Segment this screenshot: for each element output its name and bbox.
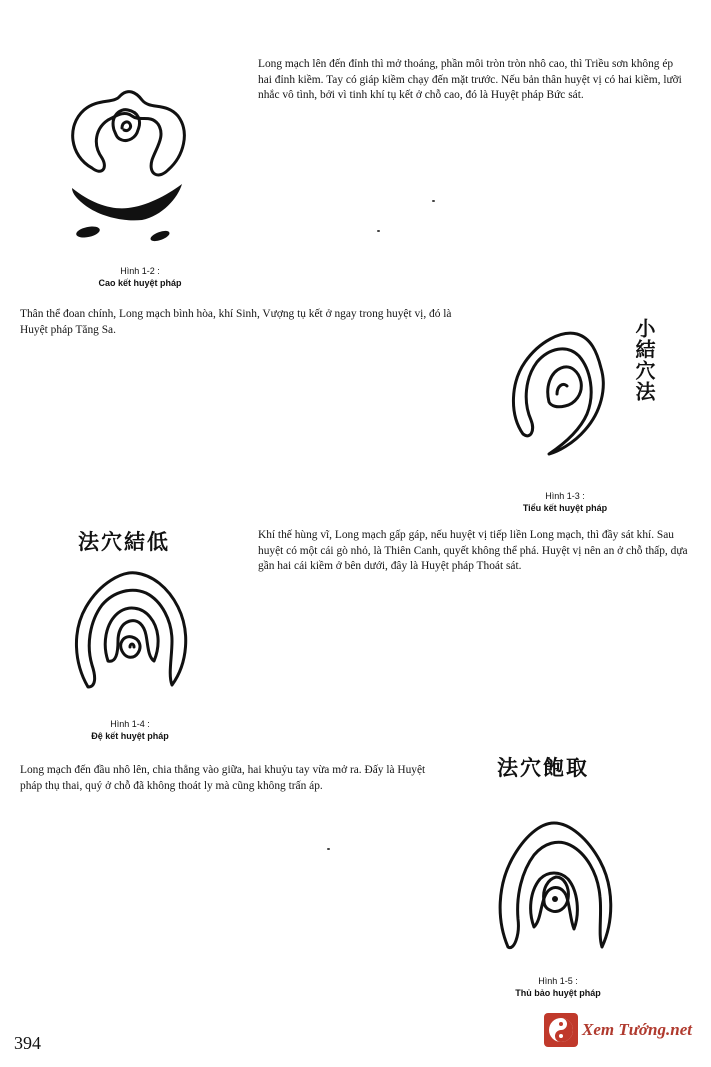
page-number: 394 [14, 1033, 41, 1053]
figure-1-2-drawing [62, 86, 192, 248]
paragraph-1: Long mạch lên đến đỉnh thì mở thoáng, phần môi tròn tròn nhô cao, thì Triều sơn không ép hai đỉnh kiềm. Tay có giáp kiềm chạy đến mặt trước. Nếu bản thân huyệt vị có hai kiềm, lưỡi nhắc vô tình, bởi vì tinh khí tụ kết ở chỗ cao, đó là Huyệt pháp Bức sát. [258, 58, 682, 101]
yin-yang-icon [544, 1013, 578, 1047]
figure-subtitle: Cao kết huyệt pháp [98, 278, 182, 288]
watermark-logo [544, 1010, 704, 1050]
figure-subtitle: Tiểu kết huyệt pháp [522, 503, 608, 513]
figure-title: Hình 1-4 : [110, 719, 150, 729]
watermark-text: Xem Tướng.net [582, 1020, 692, 1039]
figure-1-5-calligraphy: 法穴飽取 [497, 755, 589, 780]
figure-1-2-caption [70, 265, 210, 289]
scan-speck [327, 848, 330, 850]
figure-1-3-caption [495, 490, 635, 514]
figure-title: Hình 1-3 : [545, 491, 585, 501]
figure-1-5-caption [488, 975, 628, 999]
paragraph-2: Thân thể đoan chính, Long mạch bình hòa, khí Sinh, Vượng tụ kết ở ngay trong huyệt vị, đó là Huyệt pháp Tăng Sa. [20, 308, 452, 336]
scan-speck [377, 230, 380, 232]
figure-subtitle: Thủ bảo huyệt pháp [515, 988, 601, 998]
figure-title: Hình 1-2 : [120, 266, 160, 276]
scan-speck [432, 200, 435, 202]
figure-1-4-caption [60, 718, 200, 742]
paragraph-3: Khí thế hùng vĩ, Long mạch gấp gáp, nếu huyệt vị tiếp liền Long mạch, thì đầy sát khí. Sau huyệt có một cái gò nhỏ, là Thiên Canh, quyết không thể phá. Huyệt vị nên an ở chỗ thấp, dựa gần hai cái kiềm ở bên dưới, đây là Huyệt pháp Thoát sát. [258, 529, 688, 572]
figure-1-4-calligraphy: 法穴結低 [78, 529, 170, 554]
paragraph-4: Long mạch đến đầu nhô lên, chia thẳng vào giữa, hai khuỷu tay vừa mở ra. Đấy là Huyệt pháp thụ thai, quý ở chỗ đã không thoát ly mà cũng không trấn áp. [20, 764, 426, 792]
figure-1-5-drawing [494, 815, 619, 965]
figure-subtitle: Đệ kết huyệt pháp [91, 731, 169, 741]
figure-1-3-calligraphy: 小結穴法 [632, 318, 656, 402]
figure-1-4-drawing [68, 565, 198, 695]
figure-title: Hình 1-5 : [538, 976, 578, 986]
figure-1-3-drawing [505, 322, 625, 462]
